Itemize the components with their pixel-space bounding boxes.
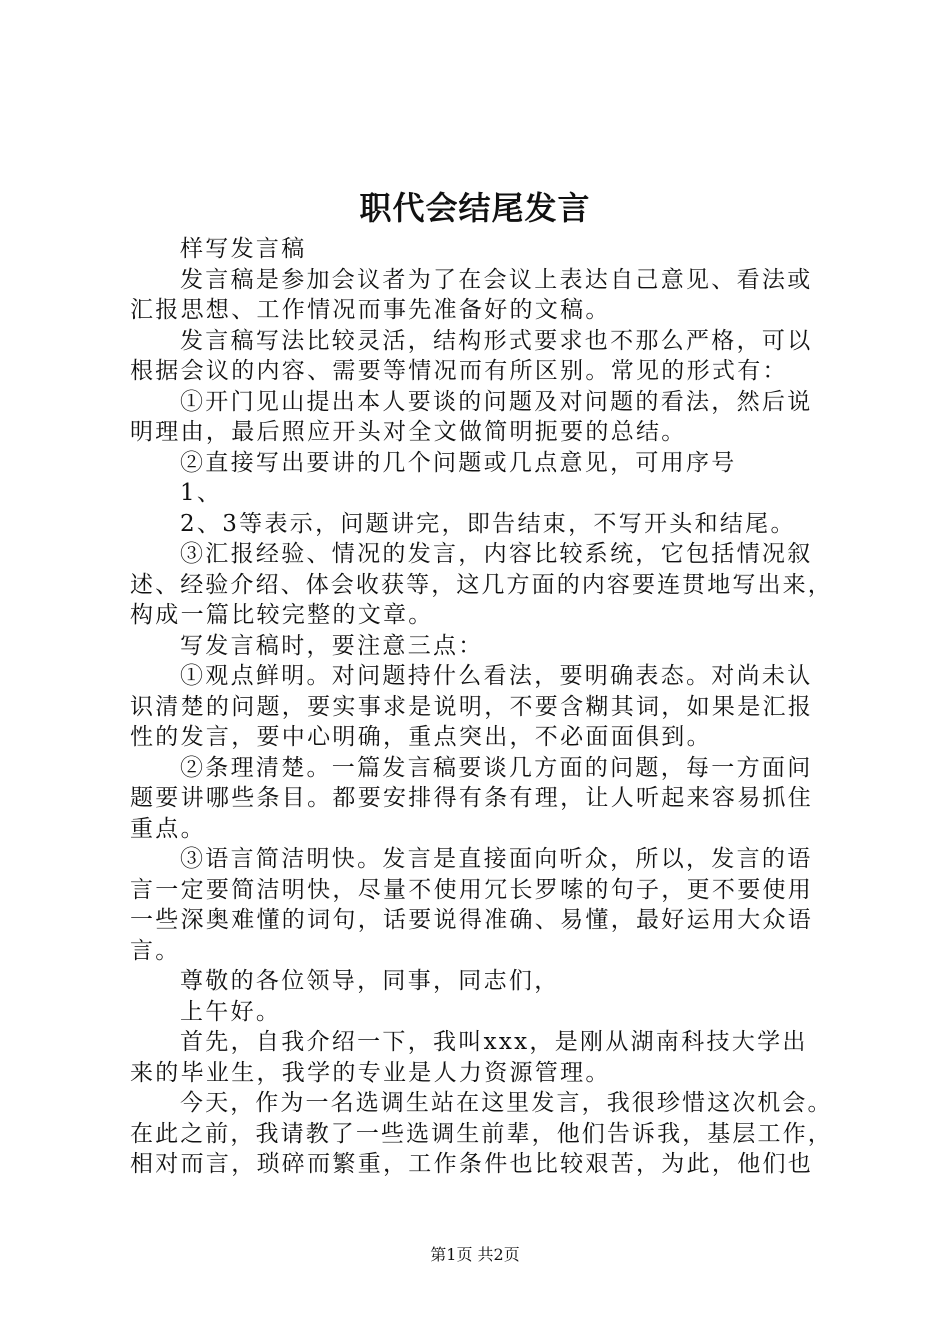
text-line: 重点。 [130, 815, 206, 842]
text-line: ②条理清楚。一篇发言稿要谈几方面的问题，每一方面问 [180, 754, 813, 781]
text-line: 题要讲哪些条目。都要安排得有条有理，让人听起来容易抓住 [130, 785, 814, 811]
text-line: 上午好。 [180, 998, 282, 1025]
text-line: 性的发言，要中心明确，重点突出，不必面面俱到。 [130, 724, 712, 750]
text-line: 根据会议的内容、需要等情况而有所区别。常见的形式有： [130, 358, 788, 384]
text-line: 2、3等表示，问题讲完，即告结束，不写开头和结尾。 [180, 510, 796, 537]
text-line: 构成一篇比较完整的文章。 [130, 602, 434, 628]
text-line: 发言稿是参加会议者为了在会议上表达自己意见、看法或 [180, 266, 813, 293]
text-line: ②直接写出要讲的几个问题或几点意见，可用序号 [180, 449, 737, 476]
text-line: 今天，作为一名选调生站在这里发言，我很珍惜这次机会。 [180, 1090, 833, 1116]
text-line: ③汇报经验、情况的发言，内容比较系统，它包括情况叙 [180, 541, 813, 567]
text-line: 1、 [180, 480, 223, 506]
text-line: ①观点鲜明。对问题持什么看法，要明确表态。对尚未认 [180, 663, 813, 689]
text-line: ①开门见山提出本人要谈的问题及对问题的看法，然后说 [180, 388, 813, 415]
text-line: 一些深奥难懂的词句，话要说得准确、易懂，最好运用大众语 [130, 907, 814, 933]
text-line: ③语言简洁明快。发言是直接面向听众，所以，发言的语 [180, 846, 813, 872]
text-line: 发言稿写法比较灵活，结构形式要求也不那么严格，可以 [180, 327, 813, 354]
text-line: 在此之前，我请教了一些选调生前辈，他们告诉我，基层工作， [130, 1120, 833, 1147]
text-line: 相对而言，琐碎而繁重，工作条件也比较艰苦，为此，他们也 [130, 1151, 814, 1177]
text-line: 尊敬的各位领导，同事，同志们， [180, 968, 560, 994]
text-line: 样写发言稿 [180, 236, 307, 262]
text-line: 明理由，最后照应开头对全文做简明扼要的总结。 [130, 419, 687, 445]
document-title: 职代会结尾发言 [359, 189, 591, 227]
text-line: 首先，自我介绍一下，我叫xxx，是刚从湖南科技大学出 [180, 1029, 808, 1055]
text-line: 述、经验介绍、体会收获等，这几方面的内容要连贯地写出来， [130, 571, 833, 598]
page-footer: 第1页 共2页 [430, 1245, 520, 1264]
text-line: 来的毕业生，我学的专业是人力资源管理。 [130, 1059, 611, 1086]
document-body [130, 234, 834, 1180]
text-line: 写发言稿时，要注意三点： [180, 632, 484, 659]
text-line: 汇报思想、工作情况而事先准备好的文稿。 [130, 297, 611, 323]
text-line: 言一定要简洁明快，尽量不使用冗长罗嗦的句子，更不要使用 [130, 876, 814, 903]
text-line: 言。 [130, 937, 181, 964]
text-line: 识清楚的问题，要实事求是说明，不要含糊其词，如果是汇报 [130, 693, 814, 720]
